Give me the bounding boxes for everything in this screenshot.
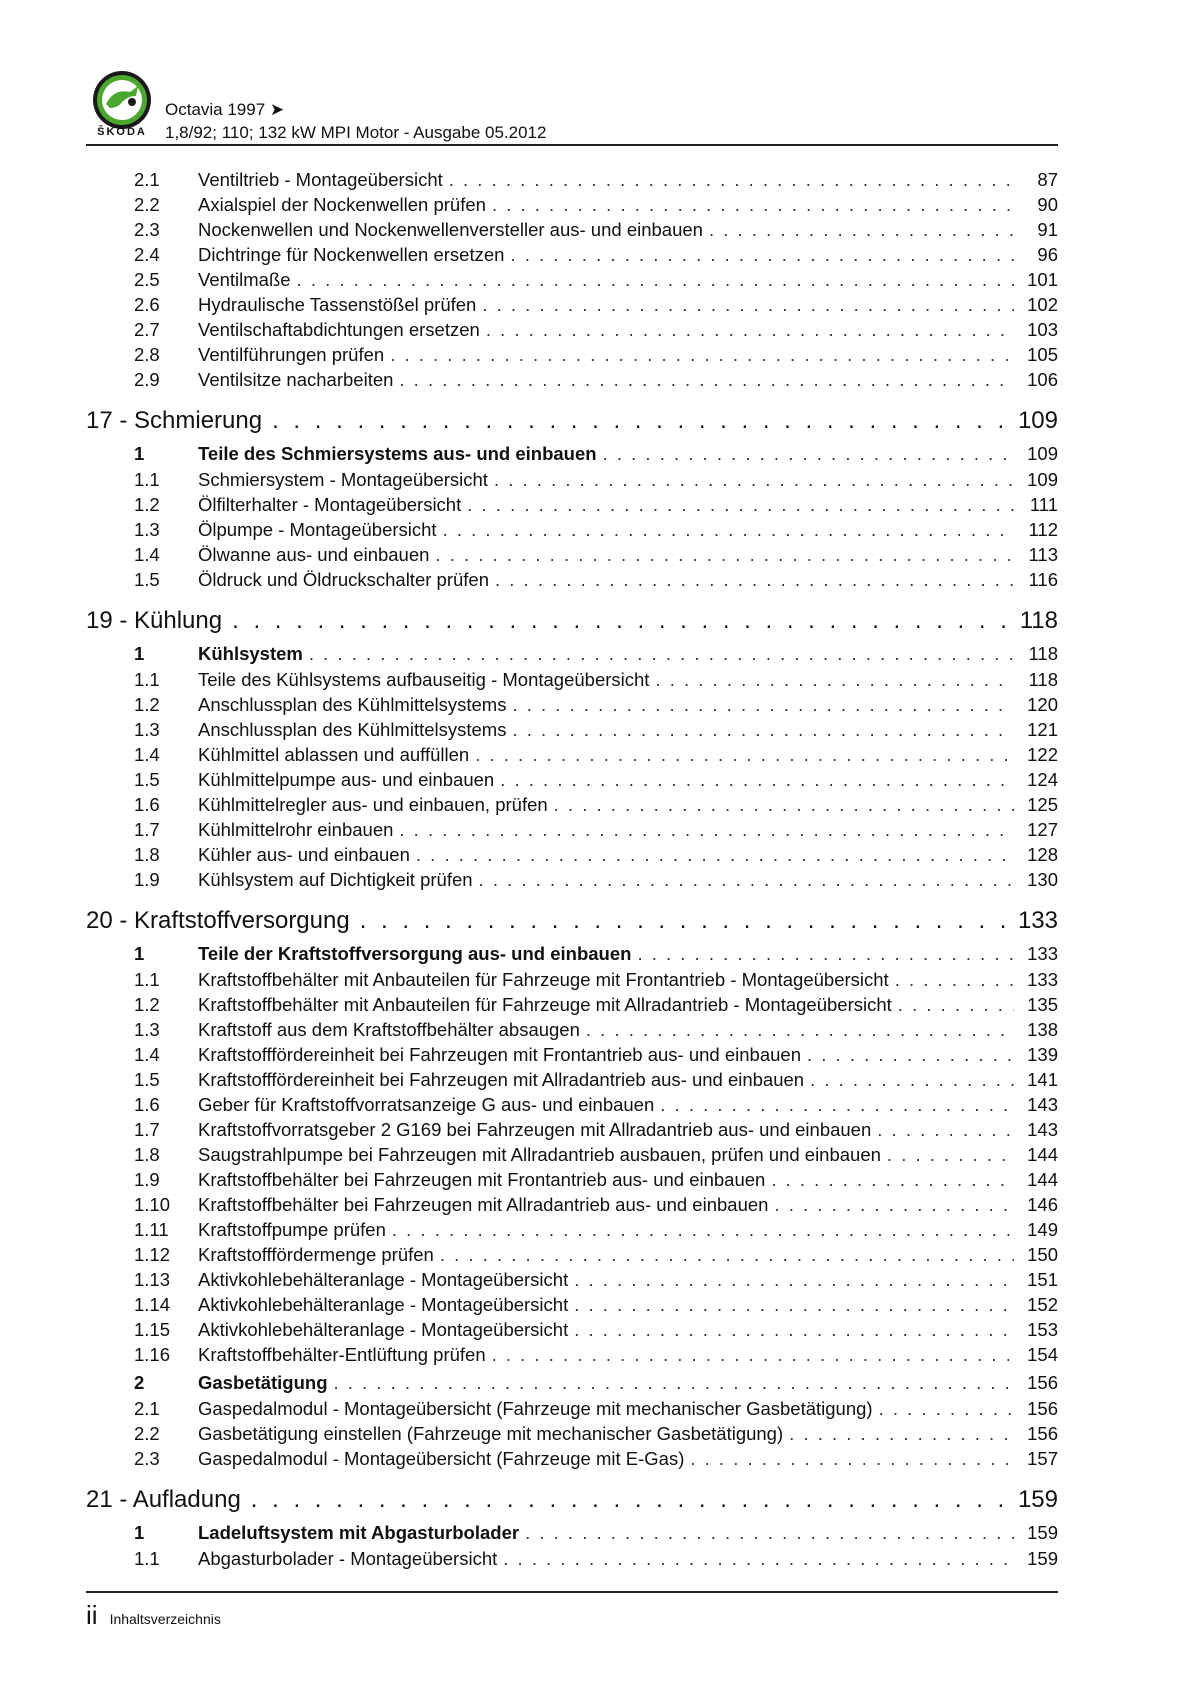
entry-page: 118 <box>1028 669 1058 690</box>
chapter-title: 17 - Schmierung <box>86 407 263 434</box>
entry-page: 102 <box>1027 294 1058 315</box>
entry-title: Kühlmittelrohr einbauen <box>198 819 394 840</box>
entry-number: 1.1 <box>134 1548 160 1569</box>
entry-title: Ventilschaftabdichtungen ersetzen <box>198 319 480 340</box>
toc-entry[interactable] <box>86 517 1058 542</box>
dot-leader <box>637 940 1014 967</box>
dot-leader <box>309 640 1014 667</box>
dot-leader <box>399 817 1014 842</box>
dot-leader <box>771 1167 1014 1192</box>
page-number: ii <box>86 1600 98 1630</box>
toc-chapter-20-entries <box>86 940 1058 1471</box>
entry-page: 124 <box>1027 769 1058 790</box>
entry-page: 143 <box>1027 1094 1058 1115</box>
entry-title: Teile des Schmiersystems aus- und einbauen <box>198 443 597 464</box>
entry-page: 156 <box>1027 1398 1058 1419</box>
entry-page: 87 <box>1037 169 1058 190</box>
entry-page: 109 <box>1027 469 1058 490</box>
entry-number: 1.4 <box>134 1044 160 1065</box>
dot-leader <box>390 342 1014 367</box>
entry-title: Kühlmittelpumpe aus- und einbauen <box>198 769 495 790</box>
entry-title: Kühlsystem auf Dichtigkeit prüfen <box>198 869 473 890</box>
entry-title: Ladeluftsystem mit Abgasturbolader <box>198 1522 520 1543</box>
dot-leader <box>690 1446 1014 1471</box>
chapter-title: 19 - Kühlung <box>86 607 223 634</box>
toc-entry[interactable] <box>86 1267 1058 1292</box>
entry-page: 105 <box>1027 344 1058 365</box>
entry-title: Ölfilterhalter - Montageübersicht <box>198 494 462 515</box>
dot-leader <box>512 692 1014 717</box>
entry-number: 2.3 <box>134 219 160 240</box>
entry-page: 103 <box>1027 319 1058 340</box>
dot-leader <box>879 1396 1014 1421</box>
entry-number: 1.9 <box>134 869 160 890</box>
entry-page: 156 <box>1027 1372 1058 1393</box>
entry-page: 96 <box>1037 244 1058 265</box>
toc-entry[interactable] <box>86 1396 1058 1421</box>
toc-entry[interactable] <box>86 967 1058 992</box>
entry-page: 106 <box>1027 369 1058 390</box>
entry-title: Teile der Kraftstoffversorgung aus- und einbauen <box>198 943 632 964</box>
toc-entry[interactable] <box>86 1092 1058 1117</box>
entry-title: Ventilsitze nacharbeiten <box>198 369 394 390</box>
toc-entry[interactable] <box>86 1342 1058 1367</box>
toc-entry[interactable] <box>86 1292 1058 1317</box>
entry-number: 1.1 <box>134 469 160 490</box>
entry-title: Öldruck und Öldruckschalter prüfen <box>198 569 489 590</box>
entry-page: 130 <box>1027 869 1058 890</box>
toc-entry[interactable] <box>86 317 1058 342</box>
entry-number: 2.2 <box>134 1423 160 1444</box>
toc-entry[interactable] <box>86 692 1058 717</box>
entry-number: 1.10 <box>134 1194 171 1215</box>
dot-leader <box>492 192 1014 217</box>
toc-chapter-19-entries <box>86 640 1058 892</box>
entry-page: 121 <box>1027 719 1058 740</box>
entry-number: 1.4 <box>134 544 160 565</box>
chapter-title: 20 - Kraftstoffversorgung <box>86 907 350 934</box>
manual-subtitle: 1,8/92; 110; 132 kW MPI Motor - Ausgabe 05.2012 <box>165 123 547 142</box>
toc-entry[interactable] <box>86 1546 1058 1571</box>
toc-entry[interactable] <box>86 1142 1058 1167</box>
entry-title: Ölwanne aus- und einbauen <box>198 544 430 565</box>
entry-title: Kühlmittelregler aus- und einbauen, prüfen <box>198 794 548 815</box>
entry-title: Saugstrahlpumpe bei Fahrzeugen mit Allradantrieb ausbauen, prüfen und einbauen <box>198 1144 881 1165</box>
dot-leader <box>500 767 1014 792</box>
entry-page: 159 <box>1027 1548 1058 1569</box>
entry-number: 1.11 <box>134 1219 169 1240</box>
entry-page: 133 <box>1027 969 1058 990</box>
entry-number: 1 <box>134 643 145 664</box>
dot-leader <box>774 1192 1014 1217</box>
entry-title: Kraftstoffbehälter mit Anbauteilen für Fahrzeuge mit Allradantrieb - Montageübersicht <box>198 994 892 1015</box>
entry-page: 135 <box>1027 994 1058 1015</box>
entry-page: 101 <box>1027 269 1058 290</box>
dot-leader <box>479 867 1014 892</box>
header-divider <box>86 144 1058 146</box>
entry-title: Hydraulische Tassenstößel prüfen <box>198 294 477 315</box>
toc-section-continued <box>86 167 1058 392</box>
dot-leader <box>495 567 1014 592</box>
footer-divider <box>86 1591 1058 1593</box>
entry-title: Ölpumpe - Montageübersicht <box>198 519 437 540</box>
entry-title: Gasbetätigung einstellen (Fahrzeuge mit mechanischer Gasbetätigung) <box>198 1423 784 1444</box>
toc-entry[interactable] <box>86 742 1058 767</box>
entry-page: 138 <box>1027 1019 1058 1040</box>
brand-name: ŠKODA <box>97 126 147 138</box>
entry-number: 1.1 <box>134 969 160 990</box>
entry-page: 122 <box>1027 744 1058 765</box>
toc-entry[interactable] <box>86 1192 1058 1217</box>
entry-number: 1.3 <box>134 719 160 740</box>
toc-entry[interactable] <box>86 1017 1058 1042</box>
entry-number: 1.14 <box>134 1294 171 1315</box>
entry-title: Schmiersystem - Montageübersicht <box>198 469 488 490</box>
entry-title: Aktivkohlebehälteranlage - Montageübersicht <box>198 1319 569 1340</box>
entry-page: 153 <box>1027 1319 1058 1340</box>
entry-title: Abgasturbolader - Montageübersicht <box>198 1548 498 1569</box>
entry-title: Aktivkohlebehälteranlage - Montageübersicht <box>198 1294 569 1315</box>
entry-title: Kühler aus- und einbauen <box>198 844 410 865</box>
entry-title: Gasbetätigung <box>198 1372 328 1393</box>
entry-number: 1 <box>134 1522 145 1543</box>
toc-entry[interactable] <box>86 367 1058 392</box>
entry-page: 125 <box>1027 794 1058 815</box>
dot-leader <box>512 717 1014 742</box>
table-of-contents <box>86 167 1058 1571</box>
toc-entry[interactable] <box>86 267 1058 292</box>
dot-leader <box>435 542 1014 567</box>
toc-entry[interactable] <box>86 940 1058 967</box>
entry-number: 1.2 <box>134 994 160 1015</box>
dot-leader <box>475 742 1014 767</box>
entry-title: Kühlsystem <box>198 643 303 664</box>
entry-title: Kraftstofffördermenge prüfen <box>198 1244 434 1265</box>
toc-entry[interactable] <box>86 440 1058 467</box>
entry-number: 1.1 <box>134 669 160 690</box>
entry-number: 1.5 <box>134 769 160 790</box>
entry-title: Gaspedalmodul - Montageübersicht (Fahrzeuge mit E-Gas) <box>198 1448 685 1469</box>
toc-entry[interactable] <box>86 1369 1058 1396</box>
entry-page: 144 <box>1027 1169 1058 1190</box>
entry-number: 1.2 <box>134 494 160 515</box>
dot-leader <box>574 1267 1014 1292</box>
entry-page: 109 <box>1027 443 1058 464</box>
toc-entry[interactable] <box>86 1117 1058 1142</box>
chapter-title: 21 - Aufladung <box>86 1486 241 1513</box>
toc-entry[interactable] <box>86 217 1058 242</box>
chapter-page: 118 <box>1019 607 1058 634</box>
toc-entry[interactable] <box>86 1042 1058 1067</box>
entry-page: 150 <box>1027 1244 1058 1265</box>
entry-title: Kraftstoffbehälter mit Anbauteilen für Fahrzeuge mit Frontantrieb - Montageübersicht <box>198 969 889 990</box>
entry-title: Kraftstoffpumpe prüfen <box>198 1219 386 1240</box>
toc-entry[interactable] <box>86 767 1058 792</box>
toc-entry[interactable] <box>86 342 1058 367</box>
entry-title: Dichtringe für Nockenwellen ersetzen <box>198 244 505 265</box>
entry-number: 2.2 <box>134 194 160 215</box>
entry-page: 141 <box>1027 1069 1058 1090</box>
dot-leader <box>655 667 1014 692</box>
toc-entry[interactable] <box>86 792 1058 817</box>
entry-number: 1.13 <box>134 1269 171 1290</box>
dot-leader <box>510 242 1014 267</box>
entry-number: 1.9 <box>134 1169 160 1190</box>
dot-leader <box>492 1342 1014 1367</box>
entry-page: 151 <box>1027 1269 1058 1290</box>
entry-number: 1.16 <box>134 1344 171 1365</box>
toc-entry[interactable] <box>86 292 1058 317</box>
entry-number: 1.12 <box>134 1244 171 1265</box>
entry-page: 112 <box>1028 519 1058 540</box>
entry-number: 1.6 <box>134 1094 160 1115</box>
entry-number: 1 <box>134 943 145 964</box>
dot-leader <box>554 792 1014 817</box>
entry-page: 139 <box>1027 1044 1058 1065</box>
dot-leader <box>392 1217 1014 1242</box>
toc-entry[interactable] <box>86 717 1058 742</box>
dot-leader <box>887 1142 1014 1167</box>
entry-page: 157 <box>1027 1448 1058 1469</box>
entry-title: Ventilführungen prüfen <box>198 344 385 365</box>
toc-chapter-21-entries <box>86 1519 1058 1571</box>
chapter-page: 133 <box>1017 907 1058 934</box>
entry-number: 1.2 <box>134 694 160 715</box>
entry-page: 146 <box>1027 1194 1058 1215</box>
toc-entry[interactable] <box>86 1167 1058 1192</box>
page-header <box>86 70 1058 146</box>
dot-leader <box>399 367 1014 392</box>
dot-leader <box>603 440 1014 467</box>
entry-page: 133 <box>1027 943 1058 964</box>
dot-leader <box>297 267 1014 292</box>
entry-page: 113 <box>1028 544 1058 565</box>
entry-page: 127 <box>1027 819 1058 840</box>
entry-title: Kraftstofffördereinheit bei Fahrzeugen mit Frontantrieb aus- und einbauen <box>198 1044 801 1065</box>
entry-number: 2.9 <box>134 369 160 390</box>
entry-number: 1.15 <box>134 1319 171 1340</box>
toc-entry[interactable] <box>86 1421 1058 1446</box>
toc-entry[interactable] <box>86 1242 1058 1267</box>
dot-leader <box>789 1421 1014 1446</box>
chapter-page: 109 <box>1017 407 1058 434</box>
dot-leader <box>586 1017 1014 1042</box>
entry-title: Ventiltrieb - Montageübersicht <box>198 169 443 190</box>
toc-entry[interactable] <box>86 242 1058 267</box>
dot-leader <box>877 1117 1014 1142</box>
entry-page: 144 <box>1027 1144 1058 1165</box>
entry-number: 2.1 <box>134 1398 160 1419</box>
dot-leader <box>443 517 1014 542</box>
dot-leader <box>440 1242 1014 1267</box>
entry-title: Kraftstofffördereinheit bei Fahrzeugen mit Allradantrieb aus- und einbauen <box>198 1069 805 1090</box>
toc-entry[interactable] <box>86 1217 1058 1242</box>
entry-title: Kraftstoffbehälter-Entlüftung prüfen <box>198 1344 486 1365</box>
entry-title: Kraftstoff aus dem Kraftstoffbehälter absaugen <box>198 1019 580 1040</box>
entry-number: 1.6 <box>134 794 160 815</box>
entry-number: 1.5 <box>134 1069 160 1090</box>
entry-number: 2 <box>134 1372 145 1393</box>
dot-leader <box>416 842 1014 867</box>
entry-number: 2.8 <box>134 344 160 365</box>
toc-entry[interactable] <box>86 567 1058 592</box>
toc-chapter-19[interactable] <box>86 604 1058 638</box>
entry-title: Axialspiel der Nockenwellen prüfen <box>198 194 486 215</box>
toc-entry[interactable] <box>86 667 1058 692</box>
chapter-page: 159 <box>1017 1486 1058 1513</box>
entry-page: 90 <box>1037 194 1058 215</box>
toc-entry[interactable] <box>86 1317 1058 1342</box>
dot-leader <box>482 292 1014 317</box>
toc-entry[interactable] <box>86 492 1058 517</box>
entry-number: 2.6 <box>134 294 160 315</box>
toc-entry[interactable] <box>86 867 1058 892</box>
toc-entry[interactable] <box>86 192 1058 217</box>
entry-page: 116 <box>1028 569 1058 590</box>
toc-entry[interactable] <box>86 167 1058 192</box>
entry-title: Teile des Kühlsystems aufbauseitig - Montageübersicht <box>198 669 650 690</box>
page-footer <box>86 1600 221 1631</box>
entry-title: Anschlussplan des Kühlmittelsystems <box>198 694 507 715</box>
entry-number: 1.8 <box>134 844 160 865</box>
toc-chapter-17-entries <box>86 440 1058 592</box>
toc-chapter-17[interactable] <box>86 404 1058 438</box>
toc-entry[interactable] <box>86 640 1058 667</box>
dot-leader <box>467 492 1014 517</box>
toc-entry[interactable] <box>86 992 1058 1017</box>
entry-title: Gaspedalmodul - Montageübersicht (Fahrzeuge mit mechanischer Gasbetätigung) <box>198 1398 873 1419</box>
dot-leader <box>334 1369 1014 1396</box>
toc-entry[interactable] <box>86 1446 1058 1471</box>
dot-leader <box>525 1519 1014 1546</box>
entry-number: 1.4 <box>134 744 160 765</box>
toc-chapter-21[interactable] <box>86 1483 1058 1517</box>
entry-page: 118 <box>1028 643 1058 664</box>
entry-title: Kühlmittel ablassen und auffüllen <box>198 744 470 765</box>
entry-number: 2.5 <box>134 269 160 290</box>
entry-number: 1.3 <box>134 519 160 540</box>
dot-leader <box>486 317 1014 342</box>
toc-entry[interactable] <box>86 1067 1058 1092</box>
dot-leader <box>810 1067 1014 1092</box>
entry-number: 2.3 <box>134 1448 160 1469</box>
toc-entry[interactable] <box>86 467 1058 492</box>
dot-leader <box>660 1092 1014 1117</box>
dot-leader <box>898 992 1014 1017</box>
dot-leader <box>807 1042 1014 1067</box>
toc-entry[interactable] <box>86 817 1058 842</box>
entry-title: Ventilmaße <box>198 269 291 290</box>
footer-label: Inhaltsverzeichnis <box>109 1611 221 1627</box>
dot-leader <box>494 467 1014 492</box>
entry-title: Nockenwellen und Nockenwellenversteller aus- und einbauen <box>198 219 703 240</box>
entry-number: 1.5 <box>134 569 160 590</box>
entry-number: 2.1 <box>134 169 160 190</box>
dot-leader <box>574 1317 1014 1342</box>
entry-page: 149 <box>1027 1219 1058 1240</box>
toc-chapter-20[interactable] <box>86 904 1058 938</box>
entry-number: 1.7 <box>134 819 160 840</box>
toc-entry[interactable] <box>86 1519 1058 1546</box>
entry-number: 1.7 <box>134 1119 160 1140</box>
entry-number: 1 <box>134 443 145 464</box>
dot-leader <box>709 217 1014 242</box>
entry-title: Kraftstoffbehälter bei Fahrzeugen mit Frontantrieb aus- und einbauen <box>198 1169 766 1190</box>
entry-number: 2.7 <box>134 319 160 340</box>
dot-leader <box>574 1292 1014 1317</box>
skoda-logo-icon <box>92 70 152 130</box>
entry-page: 91 <box>1037 219 1058 240</box>
toc-entry[interactable] <box>86 542 1058 567</box>
entry-page: 156 <box>1027 1423 1058 1444</box>
entry-title: Anschlussplan des Kühlmittelsystems <box>198 719 507 740</box>
toc-entry[interactable] <box>86 842 1058 867</box>
entry-number: 1.3 <box>134 1019 160 1040</box>
entry-page: 120 <box>1027 694 1058 715</box>
entry-number: 1.8 <box>134 1144 160 1165</box>
entry-page: 152 <box>1027 1294 1058 1315</box>
entry-title: Kraftstoffbehälter bei Fahrzeugen mit Allradantrieb aus- und einbauen <box>198 1194 769 1215</box>
dot-leader <box>895 967 1014 992</box>
entry-title: Kraftstoffvorratsgeber 2 G169 bei Fahrzeugen mit Allradantrieb aus- und einbauen <box>198 1119 872 1140</box>
entry-number: 2.4 <box>134 244 160 265</box>
entry-title: Geber für Kraftstoffvorratsanzeige G aus- und einbauen <box>198 1094 655 1115</box>
entry-page: 111 <box>1029 494 1058 515</box>
manual-title: Octavia 1997 ➤ <box>165 100 285 119</box>
entry-page: 159 <box>1027 1522 1058 1543</box>
entry-page: 128 <box>1027 844 1058 865</box>
entry-page: 143 <box>1027 1119 1058 1140</box>
entry-page: 154 <box>1027 1344 1058 1365</box>
dot-leader <box>503 1546 1014 1571</box>
dot-leader <box>449 167 1014 192</box>
entry-title: Aktivkohlebehälteranlage - Montageübersicht <box>198 1269 569 1290</box>
